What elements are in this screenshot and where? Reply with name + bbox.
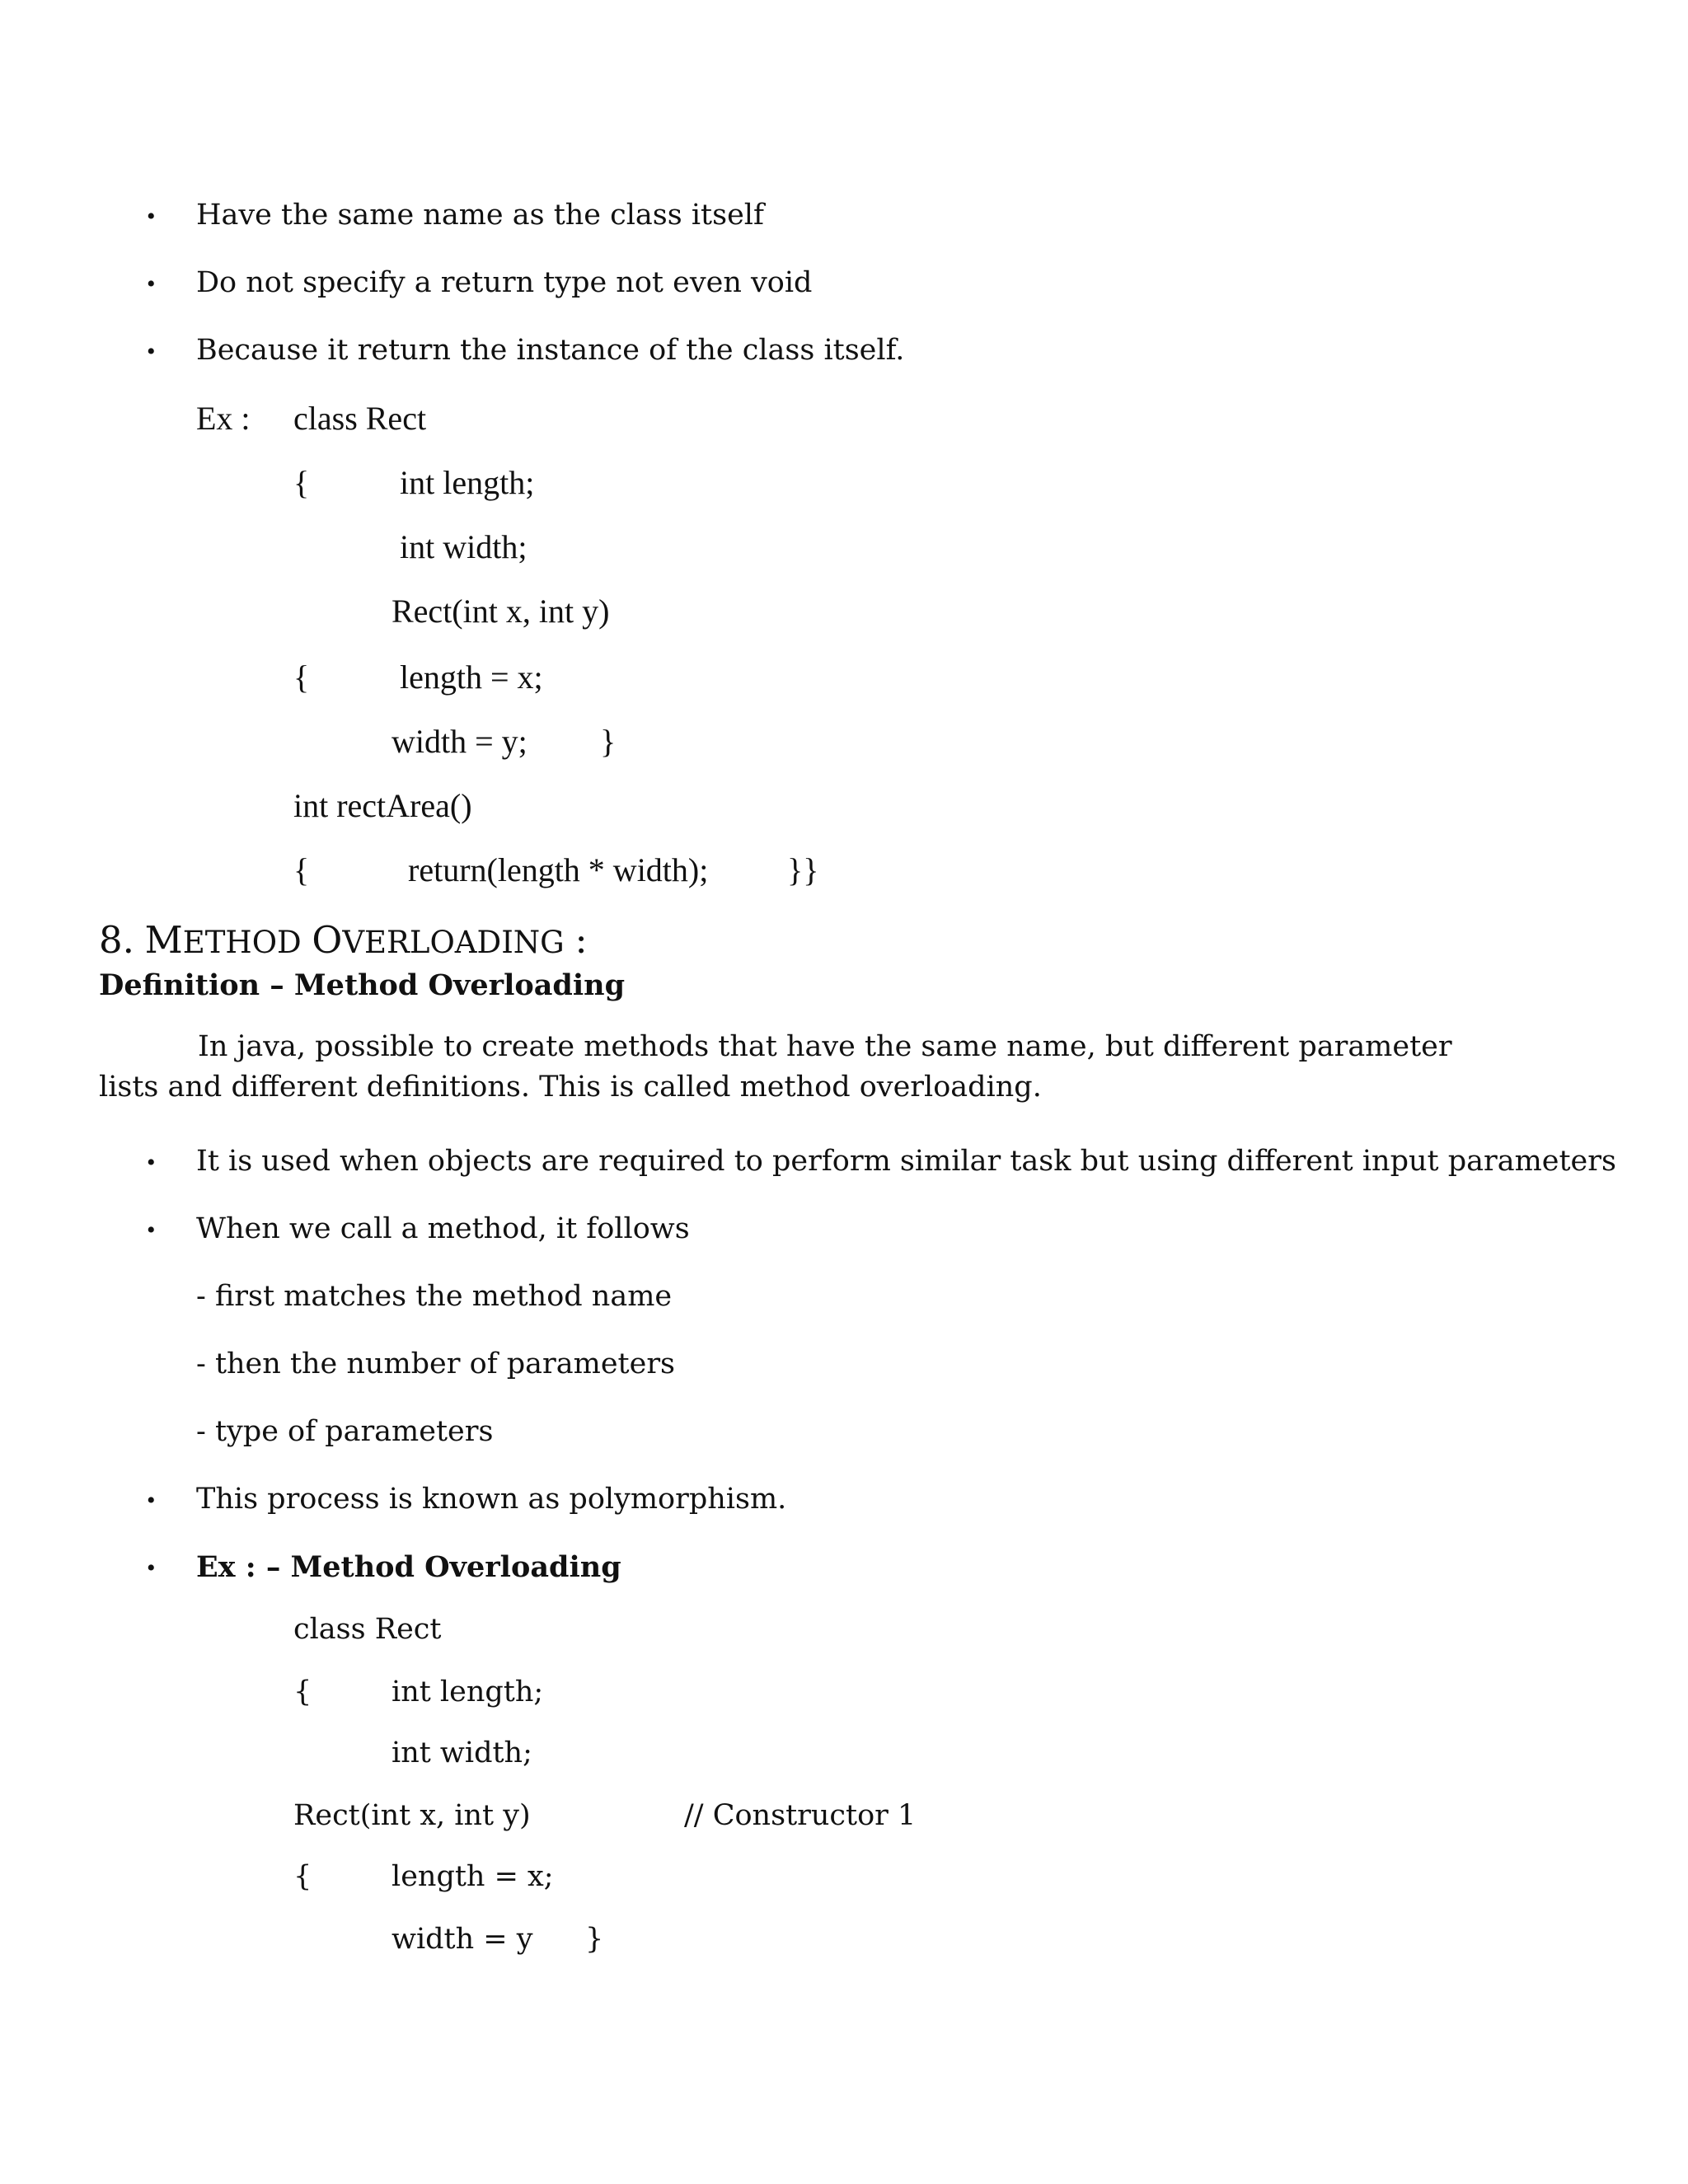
code-close-braces: }} bbox=[787, 851, 819, 888]
bullet-marker: • bbox=[147, 338, 156, 365]
bullet-marker: • bbox=[147, 203, 156, 230]
definition-paragraph: In java, possible to create methods that have the same name, but different parameter lists and different definitions. This is called method overloading. bbox=[99, 1030, 1452, 1104]
code-comment: // Constructor 1 bbox=[684, 1799, 917, 1832]
code-close-brace: } bbox=[585, 1923, 604, 1956]
code-open-brace: { bbox=[293, 1860, 312, 1893]
code-return-statement: return(length * width); bbox=[408, 851, 709, 888]
bullet-marker: • bbox=[147, 1487, 156, 1514]
section-title-rest-1: ETHOD bbox=[182, 925, 302, 960]
code-field-width: int width; bbox=[392, 1736, 532, 1769]
section-title-initial-m: M bbox=[144, 918, 183, 962]
constructor-bullet-3: Because it return the instance of the class itself. bbox=[196, 334, 905, 367]
section-number: 8. bbox=[99, 918, 134, 962]
constructor-bullet-2: Do not specify a return type not even void bbox=[196, 266, 813, 299]
code-close-brace: } bbox=[600, 723, 617, 760]
code-assign-length: length = x; bbox=[392, 1860, 554, 1893]
bullet-marker: • bbox=[147, 1149, 156, 1176]
code-open-brace: { bbox=[293, 851, 310, 888]
code-assign-width: width = y; bbox=[392, 723, 528, 760]
code-assign-width: width = y bbox=[392, 1923, 533, 1956]
step-item-3: - type of parameters bbox=[196, 1415, 494, 1448]
constructor-bullet-1: Have the same name as the class itself bbox=[196, 199, 764, 232]
bullet-marker: • bbox=[147, 1554, 156, 1582]
code-field-length: int length; bbox=[392, 1675, 544, 1708]
overloading-bullet-2: When we call a method, it follows bbox=[196, 1212, 690, 1245]
section-heading bbox=[99, 918, 588, 962]
section-title-colon: : bbox=[574, 918, 588, 962]
code-constructor-signature: Rect(int x, int y) bbox=[293, 1799, 531, 1832]
code-class-decl: class Rect bbox=[293, 400, 427, 437]
bullet-marker: • bbox=[147, 1216, 156, 1244]
section-title-rest-2: VERLOADING bbox=[342, 925, 565, 960]
code-open-brace: { bbox=[293, 1675, 312, 1708]
section-title-initial-o: O bbox=[312, 918, 343, 962]
code-field-width: int width; bbox=[400, 528, 528, 565]
step-item-2: - then the number of parameters bbox=[196, 1347, 676, 1380]
code-class-decl: class Rect bbox=[293, 1613, 442, 1646]
overloading-example-heading: Ex : – Method Overloading bbox=[196, 1550, 621, 1584]
bullet-marker: • bbox=[147, 270, 156, 298]
code-open-brace: { bbox=[293, 658, 310, 696]
code-method-signature: int rectArea() bbox=[293, 787, 472, 824]
overloading-bullet-3: This process is known as polymorphism. bbox=[196, 1483, 787, 1516]
step-item-1: - first matches the method name bbox=[196, 1280, 673, 1313]
code-constructor-signature: Rect(int x, int y) bbox=[392, 593, 610, 630]
definition-heading: Definition – Method Overloading bbox=[99, 968, 626, 1002]
code-open-brace: { bbox=[293, 464, 310, 501]
code-field-length: int length; bbox=[400, 464, 535, 501]
overloading-bullet-1: It is used when objects are required to perform similar task but using different input parameters bbox=[196, 1145, 1616, 1178]
example-label: Ex : bbox=[196, 400, 251, 437]
code-assign-length: length = x; bbox=[400, 658, 543, 696]
